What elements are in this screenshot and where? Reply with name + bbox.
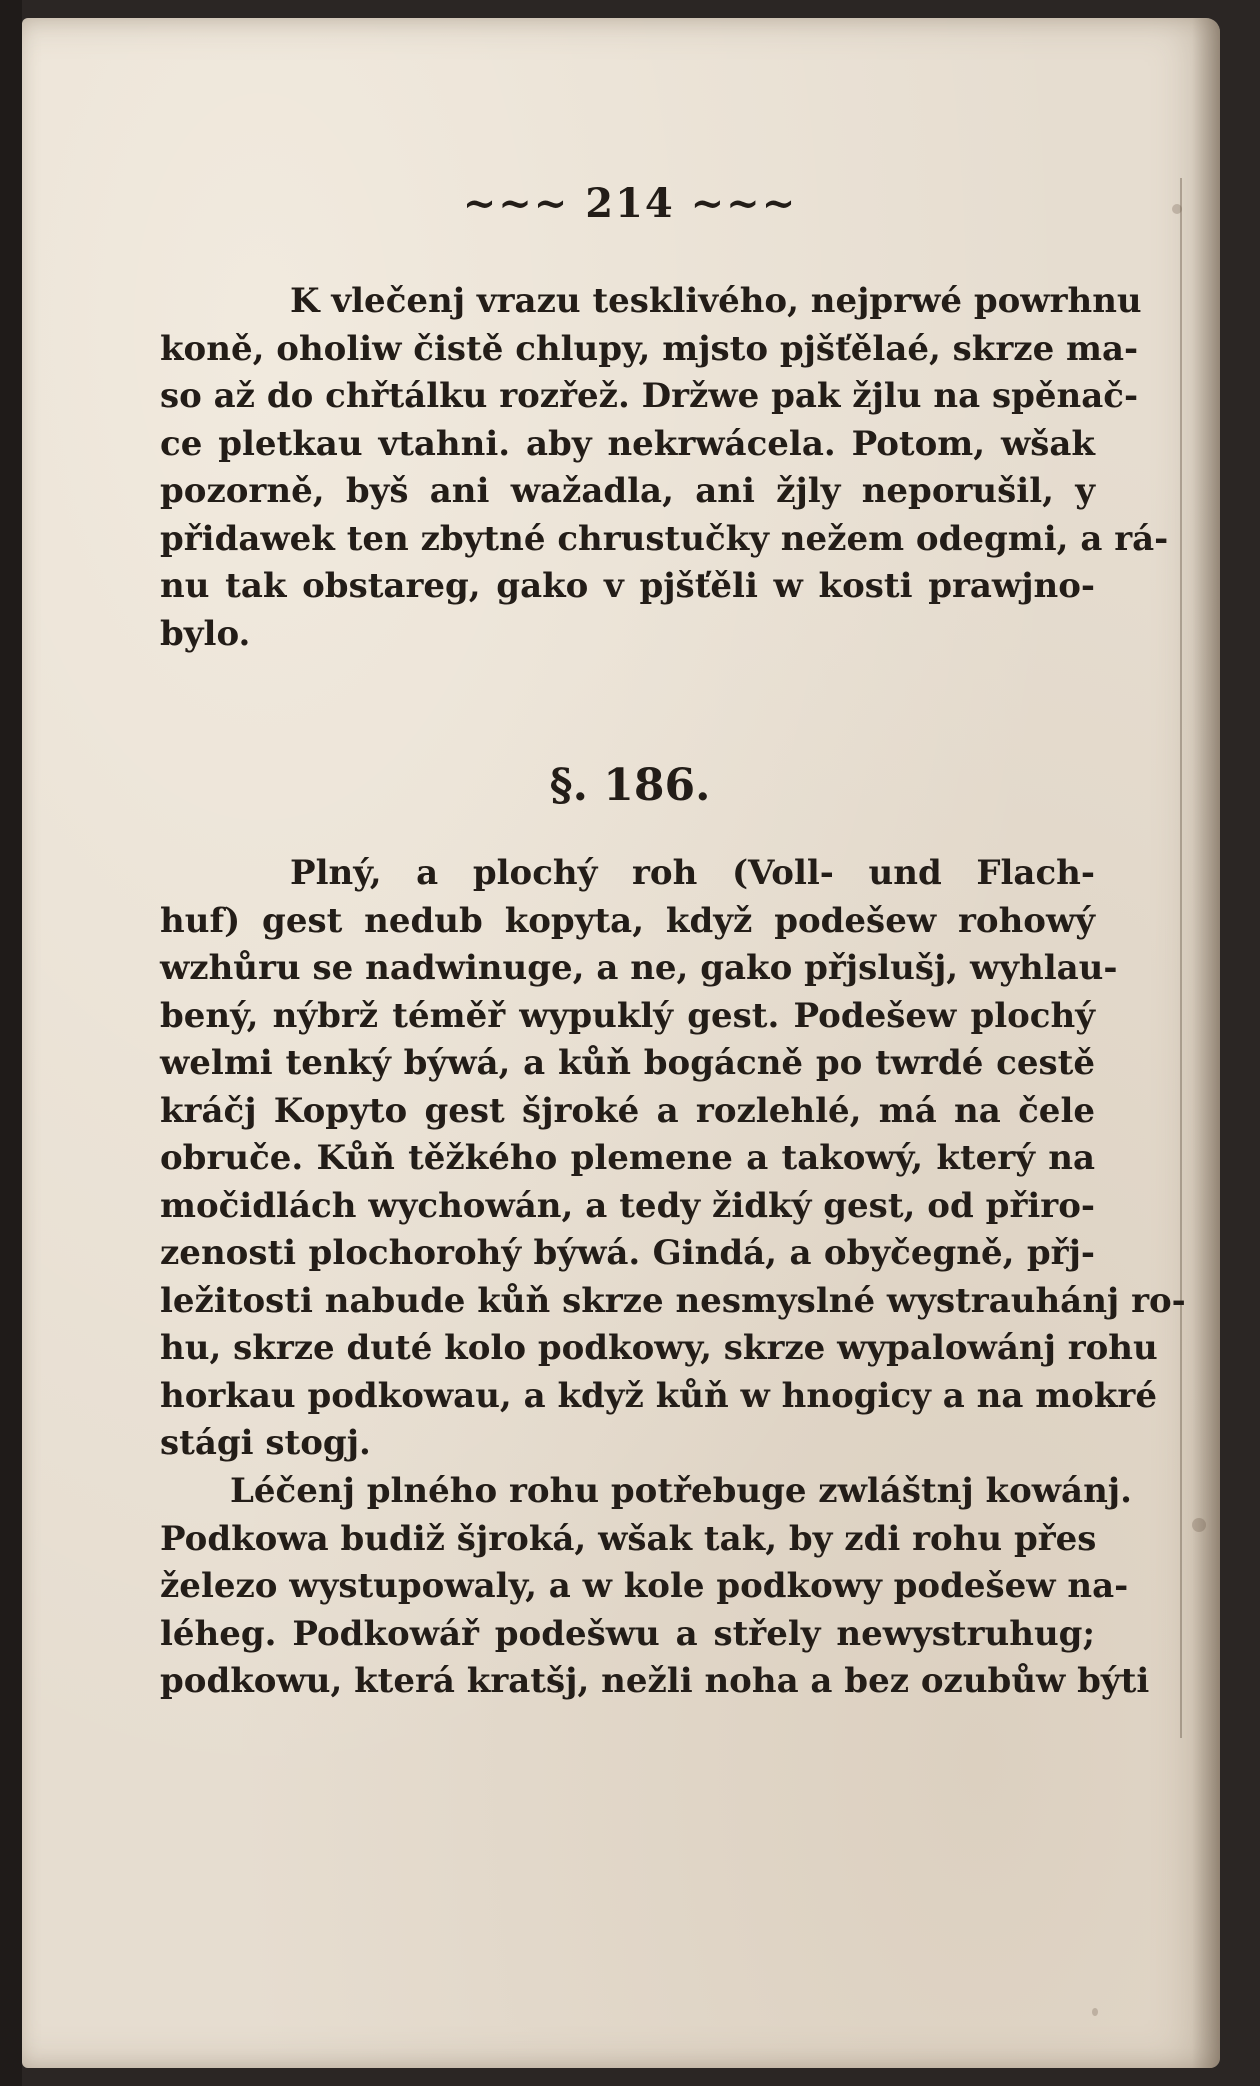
text-line: železo wystupowaly, a w kole podkowy podešew na- [160,1566,1129,1606]
text-line: ležitosti nabude kůň skrze nesmyslné wystrauhánj ro- [160,1280,1186,1321]
page-edge-crease [1180,178,1182,1738]
book-binding-edge [0,0,22,2086]
text-line: léheg. Podkowář podešwu a střely newystruhug; [160,1613,1095,1654]
text-line: hu, skrze duté kolo podkowy, skrze wypalowánj rohu [160,1328,1158,1368]
page-edge-shadow [1192,18,1220,2068]
text-line: podkowu, která kratšj, nežli noha a bez ozubůw býti [160,1661,1150,1701]
text-line: pozorně, byš ani wažadla, ani žjly neporušil, y [160,471,1095,511]
text-line: welmi tenký býwá, a kůň bogácně po twrdé cestě [160,1043,1095,1083]
text-line: Plný, a plochý roh (Voll- und Flach- [290,853,1095,893]
text-line: Léčenj plného rohu potřebuge zwláštnj kowánj. [230,1471,1132,1511]
text-line: obruče. Kůň těžkého plemene a takowý, který na [160,1138,1095,1178]
text-line: so až do chřtálku rozřež. Držwe pak žjlu na spěnač- [160,376,1139,416]
text-line: bylo. [160,613,251,654]
paragraph-2 [160,850,1186,1468]
text-line: močidlách wychowán, a tedy židký gest, od přiro- [160,1185,1095,1226]
page-number: ~~~ 214 ~~~ [462,180,798,227]
text-line: horkau podkowau, a když kůň w hnogicy a na mokré [160,1375,1157,1416]
paper-spot [1192,1518,1206,1532]
paragraph-3 [160,1468,1150,1706]
text-line: ce pletkau vtahni. aby nekrwácela. Potom, wšak [160,423,1095,464]
text-line: bený, nýbrž téměř wypuklý gest. Podešew plochý [160,995,1095,1036]
text-line: přidawek ten zbytné chrustučky nežem odegmi, a rá- [160,518,1169,559]
text-line: stági stogj. [160,1423,371,1463]
text-line: huf) gest nedub kopyta, když podešew rohowý [160,900,1095,941]
text-line: koně, oholiw čistě chlupy, mjsto pjšťělaé, skrze ma- [160,328,1139,369]
text-line: zenosti plochorohý býwá. Gindá, a obyčegně, přj- [160,1233,1095,1273]
section-heading: §. 186. [549,760,711,811]
text-line: wzhůru se nadwinuge, a ne, gako přjslušj, wyhlau- [160,948,1118,988]
paper-spot [1092,2008,1098,2016]
text-line: Podkowa budiž šjroká, wšak tak, by zdi rohu přes [160,1518,1097,1559]
text-line: nu tak obstareg, gako v pjšťěli w kosti prawjno- [160,566,1095,606]
text-line: kráčj Kopyto gest šjroké a rozlehlé, má na čele [160,1090,1095,1131]
text-line: K vlečenj vrazu tesklivého, nejprwé powrhnu [290,281,1142,321]
paragraph-1 [160,278,1169,658]
